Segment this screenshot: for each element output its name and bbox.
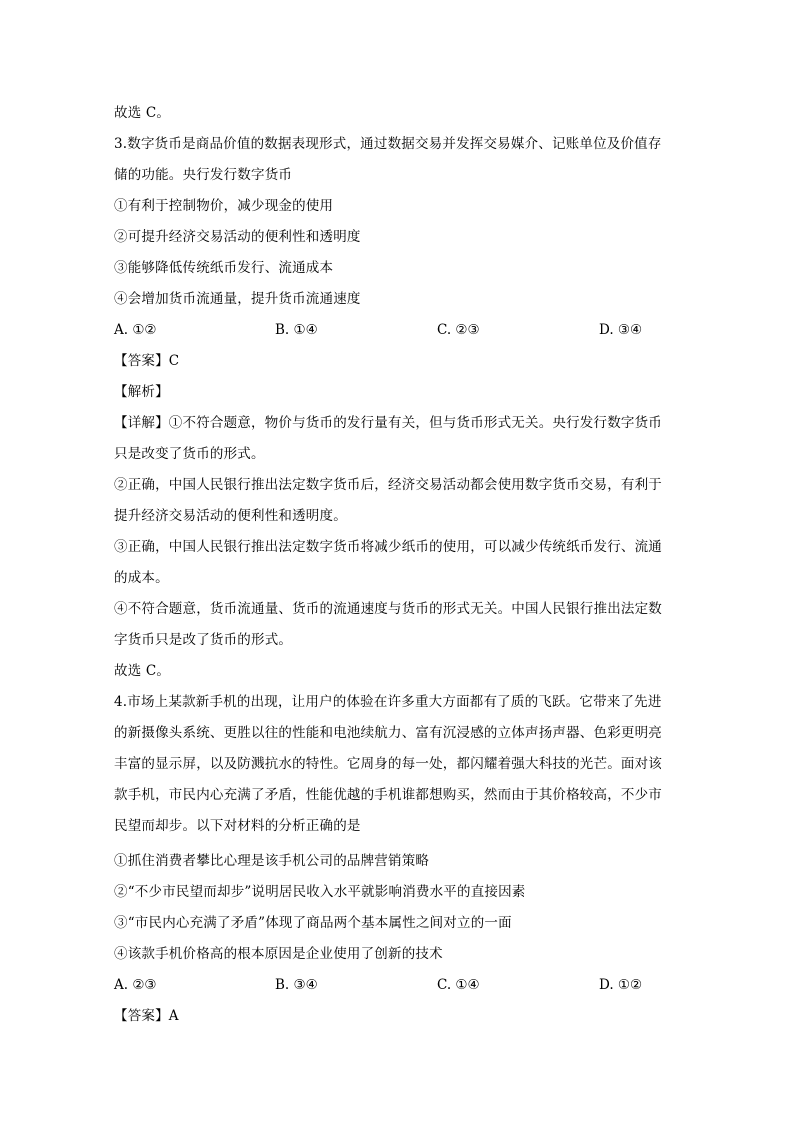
q3-analysis-label: 【解析】 [114, 384, 169, 400]
q3-conclusion: 故选 C。 [114, 663, 171, 679]
q4-option-d: D. ①② [599, 977, 643, 993]
q4-option-a: A. ②③ [114, 977, 157, 993]
q2-conclusion: 故选 C。 [114, 105, 171, 121]
q3-stem-line-1: 3.数字货币是商品价值的数据表现形式，通过数据交易并发挥交易媒介、记账单位及价值存 [114, 136, 662, 152]
q3-detail-line-6: 的成本。 [114, 570, 169, 586]
q3-detail-line-5: ③正确，中国人民银行推出法定数字货币将减少纸币的使用，可以减少传统纸币发行、流通 [114, 539, 662, 555]
q3-option-c: C. ②③ [437, 322, 480, 338]
q3-item-2: ②可提升经济交易活动的便利性和透明度 [114, 229, 361, 245]
q3-item-3: ③能够降低传统纸币发行、流通成本 [114, 260, 334, 276]
q4-answer: 【答案】A [114, 1008, 179, 1024]
q3-option-b: B. ①④ [275, 322, 318, 338]
q3-option-d: D. ③④ [599, 322, 643, 338]
q3-option-a: A. ①② [114, 322, 157, 338]
q4-item-2: ②“不少市民望而却步”说明居民收入水平就影响消费水平的直接因素 [114, 884, 526, 900]
q4-stem-line-5: 民望而却步。以下对材料的分析正确的是 [114, 818, 361, 834]
q3-detail-line-8: 字货币只是改了货币的形式。 [114, 632, 293, 648]
q3-detail-line-7: ④不符合题意，货币流通量、货币的流通速度与货币的形式无关。中国人民银行推出法定数 [114, 601, 662, 617]
q4-stem-line-1: 4.市场上某款新手机的出现，让用户的体验在许多重大方面都有了质的飞跃。它带来了先进 [114, 694, 662, 710]
q4-item-1: ①抓住消费者攀比心理是该手机公司的品牌营销策略 [114, 853, 430, 869]
q4-option-b: B. ③④ [275, 977, 318, 993]
q4-item-4: ④该款手机价格高的根本原因是企业使用了创新的技术 [114, 946, 443, 962]
q4-stem-line-3: 丰富的显示屏，以及防溅抗水的特性。它周身的每一处，都闪耀着强大科技的光芒。面对该 [114, 756, 662, 772]
q3-item-4: ④会增加货币流通量，提升货币流通速度 [114, 291, 361, 307]
q4-stem-line-4: 款手机，市民内心充满了矛盾，性能优越的手机谁都想购买，然而由于其价格较高，不少市 [114, 787, 662, 803]
q3-detail-line-2: 只是改变了货币的形式。 [114, 446, 265, 462]
q3-detail-line-1: 【详解】①不符合题意，物价与货币的发行量有关，但与货币形式无关。央行发行数字货币 [114, 415, 662, 431]
q3-detail-line-3: ②正确，中国人民银行推出法定数字货币后，经济交易活动都会使用数字货币交易，有利于 [114, 477, 662, 493]
q3-item-1: ①有利于控制物价，减少现金的使用 [114, 198, 334, 214]
q3-stem-line-2: 储的功能。央行发行数字货币 [114, 167, 293, 183]
q3-detail-line-4: 提升经济交易活动的便利性和透明度。 [114, 508, 347, 524]
q4-stem-line-2: 的新摄像头系统、更胜以往的性能和电池续航力、富有沉浸感的立体声扬声器、色彩更明亮 [114, 725, 662, 741]
q4-option-c: C. ①④ [437, 977, 480, 993]
q4-item-3: ③“市民内心充满了矛盾”体现了商品两个基本属性之间对立的一面 [114, 915, 512, 931]
q3-answer: 【答案】C [114, 353, 180, 369]
